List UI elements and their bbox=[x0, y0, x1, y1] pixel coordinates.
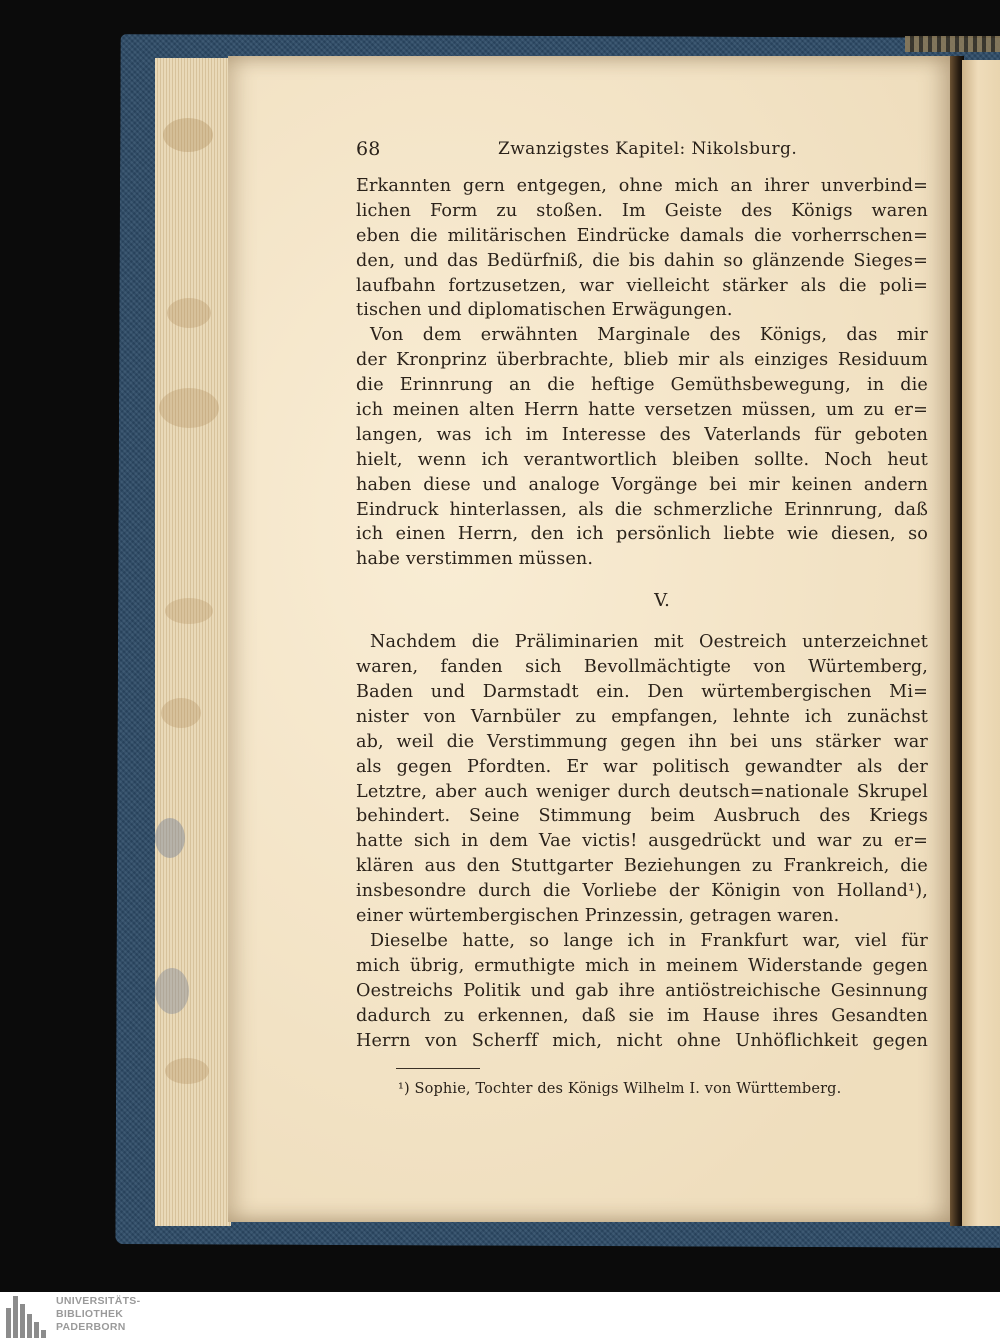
paragraph-2 bbox=[356, 323, 928, 572]
text-line: hielt, wenn ich verantwortlich bleiben sollte. Noch heut bbox=[356, 449, 928, 470]
text-line: ich meinen alten Herrn hatte versetzen müssen, um zu er= bbox=[356, 400, 928, 421]
text-line: Eindruck hinterlassen, als die schmerzliche Erinnrung, daß bbox=[356, 499, 928, 520]
text-line: Erkannten gern entgegen, ohne mich an ihrer unverbind= bbox=[356, 176, 928, 196]
text-line: einer würtembergischen Prinzessin, getragen waren. bbox=[356, 906, 840, 927]
binding-lace bbox=[905, 36, 1000, 52]
text-line: Dieselbe hatte, so lange ich in Frankfurt war, viel für bbox=[370, 930, 928, 951]
text-line: der Kronprinz überbrachte, blieb mir als einziges Residuum bbox=[356, 350, 928, 371]
text-line: ab, weil die Verstimmung gegen ihn bei uns stärker war bbox=[356, 731, 928, 752]
paragraph-4 bbox=[356, 929, 928, 1053]
library-footer bbox=[0, 1292, 1000, 1340]
paragraph-1 bbox=[356, 174, 928, 323]
footnote: ¹) Sophie, Tochter des Königs Wilhelm I. von Württemberg. bbox=[398, 1081, 842, 1098]
text-line: hatte sich in dem Vae victis! ausgedrückt und war zu er= bbox=[356, 831, 928, 852]
library-name-line: BIBLIOTHEK bbox=[56, 1308, 124, 1320]
library-name bbox=[56, 1295, 140, 1334]
text-line: lichen Form zu stoßen. Im Geiste des Königs waren bbox=[356, 200, 928, 221]
text-line: Nachdem die Präliminarien mit Oestreich unterzeichnet bbox=[370, 632, 928, 653]
text-line: insbesondre durch die Vorliebe der Königin von Holland¹), bbox=[356, 881, 928, 902]
text-line: laufbahn fortzusetzen, war vielleicht stärker als die poli= bbox=[356, 275, 928, 296]
section-title: V. bbox=[654, 590, 670, 612]
text-line: Herrn von Scherff mich, nicht ohne Unhöflichkeit gegen bbox=[356, 1030, 928, 1051]
text-line: dadurch zu erkennen, daß sie im Hause ihres Gesandten bbox=[356, 1005, 928, 1026]
text-line: mich übrig, ermuthigte mich in meinem Widerstande gegen bbox=[356, 955, 928, 976]
text-line: tischen und diplomatischen Erwägungen. bbox=[356, 300, 733, 321]
text-line: als gegen Pfordten. Er war politisch gewandter als der bbox=[356, 756, 928, 777]
text-line: Oestreichs Politik und gab ihre antiöstreichische Gesinnung bbox=[356, 980, 928, 1001]
text-line: Baden und Darmstadt ein. Den würtembergischen Mi= bbox=[356, 682, 928, 703]
page-header bbox=[356, 138, 928, 174]
text-line: Letztre, aber auch weniger durch deutsch=nationale Skrupel bbox=[356, 781, 928, 802]
text-line: habe verstimmen müssen. bbox=[356, 549, 594, 570]
text-line: ich einen Herrn, den ich persönlich liebte wie diesen, so bbox=[356, 524, 928, 545]
text-line: waren, fanden sich Bevollmächtigte von Würtemberg, bbox=[356, 657, 928, 678]
library-name-line: UNIVERSITÄTS- bbox=[56, 1295, 141, 1307]
text-line: behindert. Seine Stimmung beim Ausbruch des Kriegs bbox=[356, 806, 928, 827]
text-line: langen, was ich im Interesse des Vaterlands für geboten bbox=[356, 424, 928, 445]
library-logo-icon bbox=[6, 1296, 46, 1338]
text-line: die Erinnrung an die heftige Gemüthsbewegung, in die bbox=[356, 375, 928, 396]
facing-page-edge bbox=[962, 60, 1000, 1226]
text-line: den, und das Bedürfniß, die bis dahin so glänzende Sieges= bbox=[356, 250, 928, 271]
page-text bbox=[356, 138, 928, 1101]
library-name-line: PADERBORN bbox=[56, 1321, 126, 1333]
text-line: Von dem erwähnten Marginale des Königs, das mir bbox=[370, 325, 928, 346]
text-line: klären aus den Stuttgarter Beziehungen zu Frankreich, die bbox=[356, 856, 928, 877]
footnote-rule bbox=[396, 1068, 480, 1069]
text-line: eben die militärischen Eindrücke damals die vorherrschen= bbox=[356, 225, 928, 246]
running-head: Zwanzigstes Kapitel: Nikolsburg. bbox=[498, 139, 798, 159]
page-number: 68 bbox=[356, 138, 381, 160]
paragraph-3 bbox=[356, 630, 928, 929]
text-line: nister von Varnbüler zu empfangen, lehnte ich zunächst bbox=[356, 706, 928, 727]
text-line: haben diese und analoge Vorgänge bei mir keinen andern bbox=[356, 474, 928, 495]
page-edge-stack bbox=[155, 58, 231, 1226]
